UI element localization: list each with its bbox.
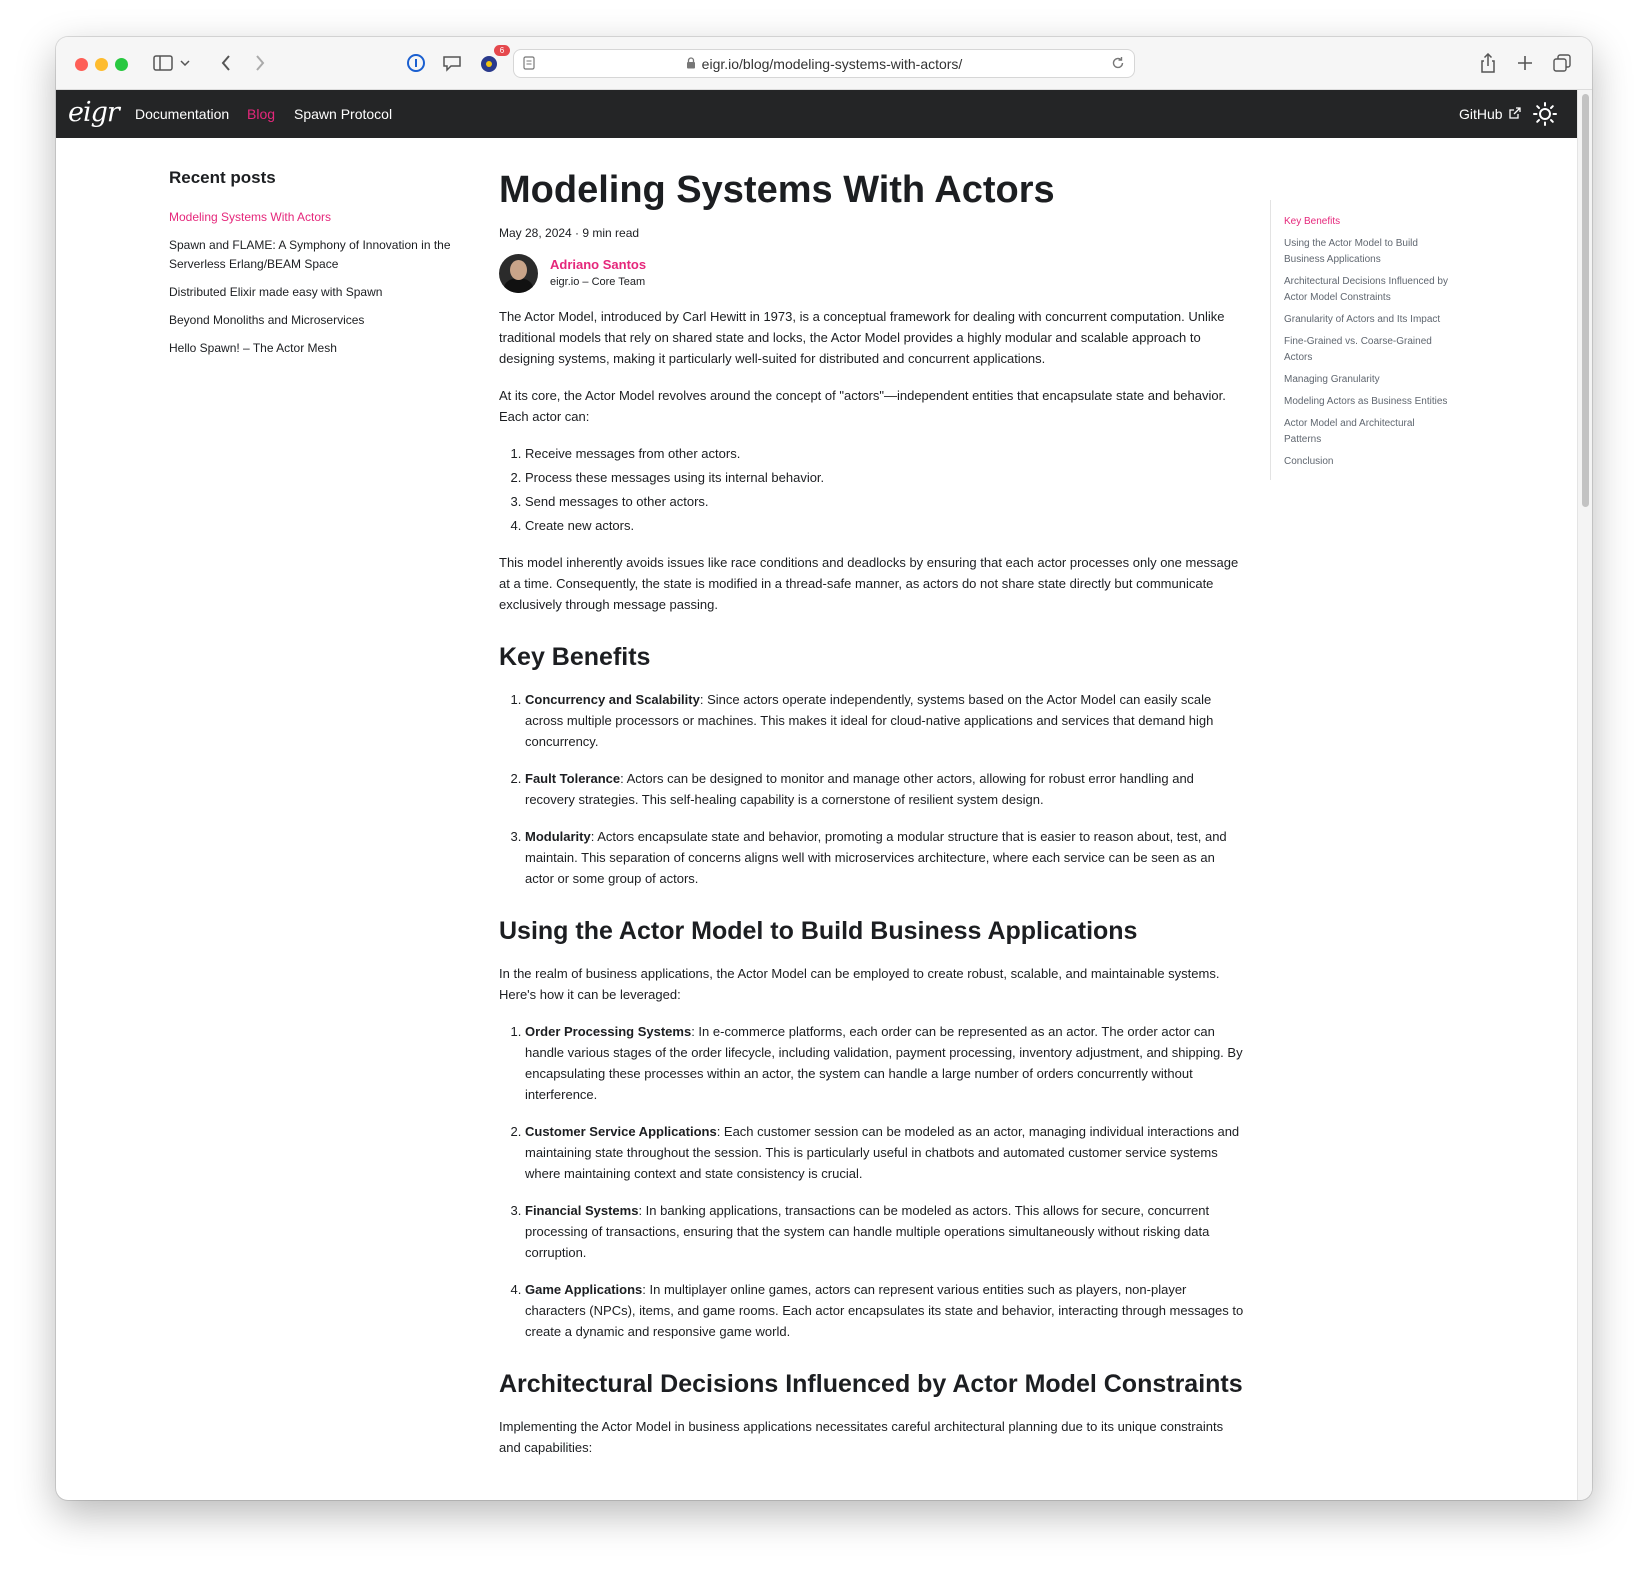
list-item-term: Customer Service Applications (525, 1124, 717, 1139)
external-link-icon (1509, 106, 1521, 122)
reader-icon[interactable] (523, 56, 535, 73)
address-bar[interactable] (513, 49, 1135, 78)
list-item-text: : Each customer session can be modeled as an actor, managing individual interactions and maintaining state throughout the session. This is particularly useful in chatbots and automated customer service systems where maintaining context and state consistency is crucial. (525, 1124, 1240, 1181)
list-item-text: : Actors can be designed to monitor and manage other actors, allowing for robust error handling and recovery strategies. This self-healing capability is a cornerstone of resilient system design. (525, 771, 1194, 807)
scrollbar-thumb[interactable] (1582, 94, 1589, 507)
list-item (525, 826, 1244, 889)
nav-documentation[interactable]: Documentation (135, 106, 230, 122)
toc-link[interactable]: Granularity of Actors and Its Impact (1284, 314, 1441, 325)
list-item: 1. Receive messages from other actors. (525, 443, 1244, 464)
paragraph: At its core, the Actor Model revolves around the concept of "actors"—independent entities that encapsulate state and behavior. Each actor can: (499, 388, 1226, 424)
paragraph: Implementing the Actor Model in business applications necessitates careful architectural planning due to its unique constraints and capabilities: (499, 1419, 1224, 1455)
toc-link[interactable]: Managing Granularity (1284, 374, 1380, 385)
list-item (525, 1279, 1244, 1342)
business-list (499, 1021, 1244, 1342)
lock-icon (686, 56, 696, 72)
list-item (525, 689, 1244, 752)
author-name[interactable]: Adriano Santos (550, 257, 647, 272)
paragraph: In the realm of business applications, the Actor Model can be employed to create robust, scalable, and maintainable systems. Here's how it can be leveraged: (499, 966, 1220, 1002)
list-item-text: : Since actors operate independently, systems based on the Actor Model can easily scale across multiple processors or machines. This makes it ideal for cloud-native applications and services that demand high concurrency. (525, 692, 1214, 749)
theme-toggle-sun-icon[interactable] (1532, 101, 1558, 127)
toc-link[interactable]: Architectural Decisions Influenced by Actor Model Constraints (1284, 276, 1448, 303)
list-item-text: : In banking applications, transactions can be modeled as actors. This allows for secure, concurrent processing of transactions, ensuring that the system can handle multiple operations simultaneously without risking data corruption. (525, 1203, 1210, 1260)
share-icon[interactable] (1478, 51, 1498, 75)
recent-post-link[interactable]: Spawn and FLAME: A Symphony of Innovation in the Serverless Erlang/BEAM Space (169, 238, 451, 271)
actor-capabilities-list (499, 443, 1244, 536)
list-item-term: Concurrency and Scalability (525, 692, 700, 707)
list-item: 3. Send messages to other actors. (525, 491, 1244, 512)
list-item-text: : Actors encapsulate state and behavior, promoting a modular structure that is easier to reason about, test, and maintain. This separation of concerns aligns well with microservices architecture, where each service can be seen as an actor or some group of actors. (525, 829, 1227, 886)
recent-post-link[interactable]: Modeling Systems With Actors (169, 210, 332, 224)
recent-posts-title: Recent posts (169, 168, 276, 187)
list-item-text: : In e-commerce platforms, each order can be represented as an actor. The order actor can handle various stages of the order lifecycle, including validation, payment processing, inventory adjustment, and shipping. By encapsulating these processes within an actor, the system can handle a large number of orders concurrently without interference. (525, 1024, 1243, 1102)
blog-article (499, 168, 1244, 1474)
eigr-logo[interactable]: eigr (68, 97, 119, 128)
toc-link[interactable]: Key Benefits (1284, 216, 1341, 227)
back-arrow-icon[interactable] (218, 51, 234, 75)
close-window-button[interactable] (75, 58, 88, 71)
list-item: 2. Process these messages using its internal behavior. (525, 467, 1244, 488)
paragraph: The Actor Model, introduced by Carl Hewitt in 1973, is a conceptual framework for dealing with concurrent computation. Unlike traditional models that rely on shared state and locks, the Actor Model provides a highly modular and scalable approach to designing systems, making it particularly well-suited for distributed and concurrent applications. (499, 309, 1225, 366)
list-item-term: Game Applications (525, 1282, 643, 1297)
recent-posts-sidebar (169, 168, 479, 367)
recent-post-link[interactable]: Beyond Monoliths and Microservices (169, 313, 365, 327)
github-link-label: GitHub (1459, 106, 1503, 122)
heading-architectural-decisions: Architectural Decisions Influenced by Actor Model Constraints (499, 1370, 1243, 1398)
browser-toolbar (56, 37, 1592, 90)
sidebar-toggle-icon[interactable] (152, 51, 174, 75)
heading-key-benefits: Key Benefits (499, 643, 651, 671)
new-tab-icon[interactable] (1515, 51, 1535, 75)
list-item-term: Modularity (525, 829, 591, 844)
forward-arrow-icon[interactable] (252, 51, 268, 75)
heading-business-applications: Using the Actor Model to Build Business Applications (499, 917, 1138, 945)
article-title: Modeling Systems With Actors (499, 169, 1055, 211)
recent-post-link[interactable]: Distributed Elixir made easy with Spawn (169, 285, 383, 299)
author-avatar[interactable] (499, 254, 538, 293)
list-item (525, 768, 1244, 810)
list-item: 4. Create new actors. (525, 515, 1244, 536)
list-item-term: Order Processing Systems (525, 1024, 692, 1039)
benefits-list (499, 689, 1244, 889)
article-meta: May 28, 2024 · 9 min read (499, 226, 640, 240)
page-scrollbar[interactable] (1577, 90, 1592, 1500)
nav-blog[interactable]: Blog (247, 106, 276, 122)
list-item (525, 1200, 1244, 1263)
table-of-contents (1270, 200, 1450, 480)
minimize-window-button[interactable] (95, 58, 108, 71)
zoom-window-button[interactable] (115, 58, 128, 71)
tab-overview-icon[interactable] (1552, 51, 1572, 75)
reload-icon[interactable] (1111, 56, 1125, 73)
list-item (525, 1121, 1244, 1184)
site-navbar (56, 90, 1577, 138)
list-item-text: : In multiplayer online games, actors can represent various entities such as players, non-player characters (NPCs), items, and game rooms. Each actor encapsulates its state and behavior, interacting through messages to create a dynamic and responsive game world. (525, 1282, 1244, 1339)
nav-github[interactable] (1459, 106, 1521, 122)
list-item-term: Financial Systems (525, 1203, 639, 1218)
list-item-term: Fault Tolerance (525, 771, 621, 786)
toc-link[interactable]: Using the Actor Model to Build Business Applications (1284, 238, 1418, 265)
author-block (499, 254, 1244, 293)
notification-badge: 6 (494, 45, 510, 56)
toc-link[interactable]: Modeling Actors as Business Entities (1284, 396, 1448, 407)
paragraph: This model inherently avoids issues like race conditions and deadlocks by ensuring that each actor processes only one message at a time. Consequently, the state is modified in a thread-safe manner, as actors do not share state directly but communicate exclusively through message passing. (499, 555, 1239, 612)
list-item (525, 1021, 1244, 1105)
url-text: eigr.io/blog/modeling-systems-with-actors/ (701, 55, 963, 72)
toc-link[interactable]: Fine-Grained vs. Coarse-Grained Actors (1284, 336, 1432, 363)
toc-link[interactable]: Conclusion (1284, 456, 1334, 467)
password-extension-icon[interactable] (405, 51, 427, 75)
recent-post-link[interactable]: Hello Spawn! – The Actor Mesh (169, 341, 337, 355)
chevron-down-icon[interactable] (179, 51, 191, 75)
nav-spawn-protocol[interactable]: Spawn Protocol (294, 106, 393, 122)
toc-link[interactable]: Actor Model and Architectural Patterns (1284, 418, 1415, 445)
author-title: eigr.io – Core Team (550, 276, 646, 288)
speech-extension-icon[interactable] (441, 51, 463, 75)
browser-window (56, 37, 1592, 1500)
